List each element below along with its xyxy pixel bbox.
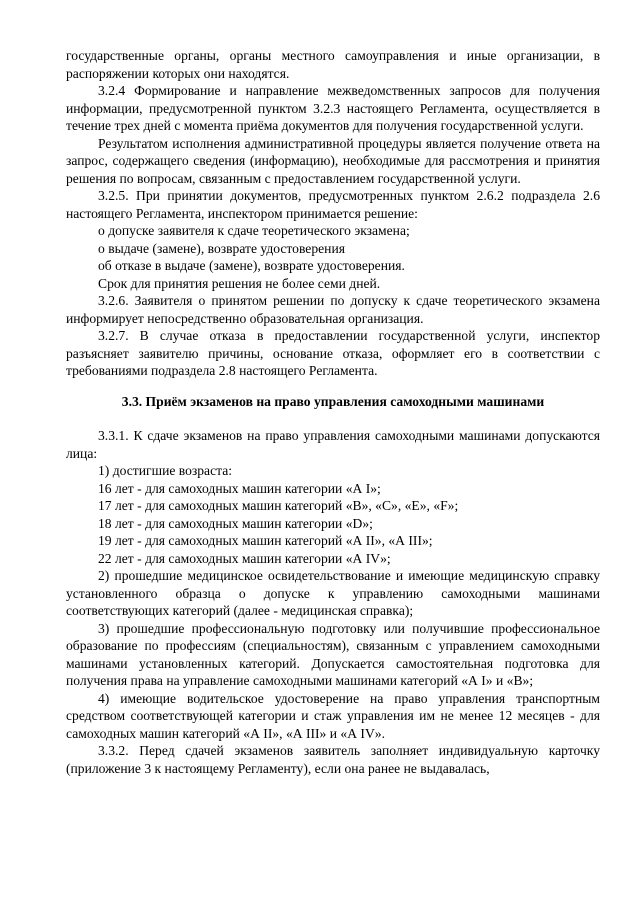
paragraph-3-3-1: 3.3.1. К сдаче экзаменов на право управления самоходными машинами допускаются лица: xyxy=(66,428,600,461)
decision-item-issue: о выдаче (замене), возврате удостоверения xyxy=(98,240,345,256)
decision-item-refusal: об отказе в выдаче (замене), возврате удостоверения. xyxy=(98,258,405,273)
age-item-22: 22 лет - для самоходных машин категории «А IV»; xyxy=(98,550,391,566)
decision-deadline: Срок для принятия решения не более семи дней. xyxy=(98,275,381,291)
list-item-age: 1) достигшие возраста: xyxy=(98,463,233,478)
section-heading-3-3: 3.3. Приём экзаменов на право управления самоходными машинами xyxy=(121,393,545,409)
age-item-16: 16 лет - для самоходных машин категории «А I»; xyxy=(98,480,381,496)
list-item-license: 4) имеющие водительское удостоверение на право управления транспортным средством соответствующей категории и стаж управления им не менее 12 месяцев - для самоходных машин категорий «А II», «А III» и «А IV». xyxy=(66,690,600,741)
paragraph-3-3-2: 3.3.2. Перед сдачей экзаменов заявитель заполняет индивидуальную карточку (приложение 3 к настоящему Регламенту), если она ранее не выдавалась, xyxy=(66,743,600,776)
paragraph-result: Результатом исполнения административной процедуры является получение ответа на запрос, содержащего сведения (информацию), необходимые для рассмотрения и принятия решения по вопросам, связанным с предоставлением государственной услуги. xyxy=(66,135,600,186)
list-item-training: 3) прошедшие профессиональную подготовку или получившие профессиональное образование по профессиям (специальностям), связанным с управлением самоходными машинами установленных категорий. Допускается самостоятельная подготовка для получения права на управление самоходными машинами категорий «А I» и «В»; xyxy=(66,620,600,688)
age-item-19: 19 лет - для самоходных машин категорий «А II», «А III»; xyxy=(98,533,433,548)
paragraph-3-2-5: 3.2.5. При принятии документов, предусмотренных пунктом 2.6.2 подраздела 2.6 настоящего Регламента, инспектором принимается решение: xyxy=(66,188,600,221)
document-body xyxy=(66,47,600,777)
list-item-medical: 2) прошедшие медицинское освидетельствование и имеющие медицинскую справку установленного образца о допуске к управлению самоходными машинами соответствующих категорий (далее - медицинская справка); xyxy=(66,568,600,618)
paragraph-3-2-4: 3.2.4 Формирование и направление межведомственных запросов для получения информации, предусмотренной пунктом 3.2.3 настоящего Регламента, осуществляется в течение трех дней с момента приёма документов для получения государственной услуги. xyxy=(66,83,600,133)
paragraph-continuation: государственные органы, органы местного самоуправления и иные организации, в распоряжении которых они находятся. xyxy=(66,48,600,81)
paragraph-3-2-7: 3.2.7. В случае отказа в предоставлении государственной услуги, инспектор разъясняет заявителю причины, основание отказа, оформляет его в соответствии с требованиями подраздела 2.8 настоящего Регламента. xyxy=(66,328,600,378)
paragraph-3-2-6: 3.2.6. Заявителя о принятом решении по допуску к сдаче теоретического экзамена информирует непосредственно образовательная организация. xyxy=(66,293,600,326)
decision-item-admission: о допуске заявителя к сдаче теоретического экзамена; xyxy=(98,223,410,238)
age-item-17: 17 лет - для самоходных машин категорий «В», «С», «Е», «F»; xyxy=(98,498,459,513)
age-item-18: 18 лет - для самоходных машин категории «D»; xyxy=(98,515,373,531)
